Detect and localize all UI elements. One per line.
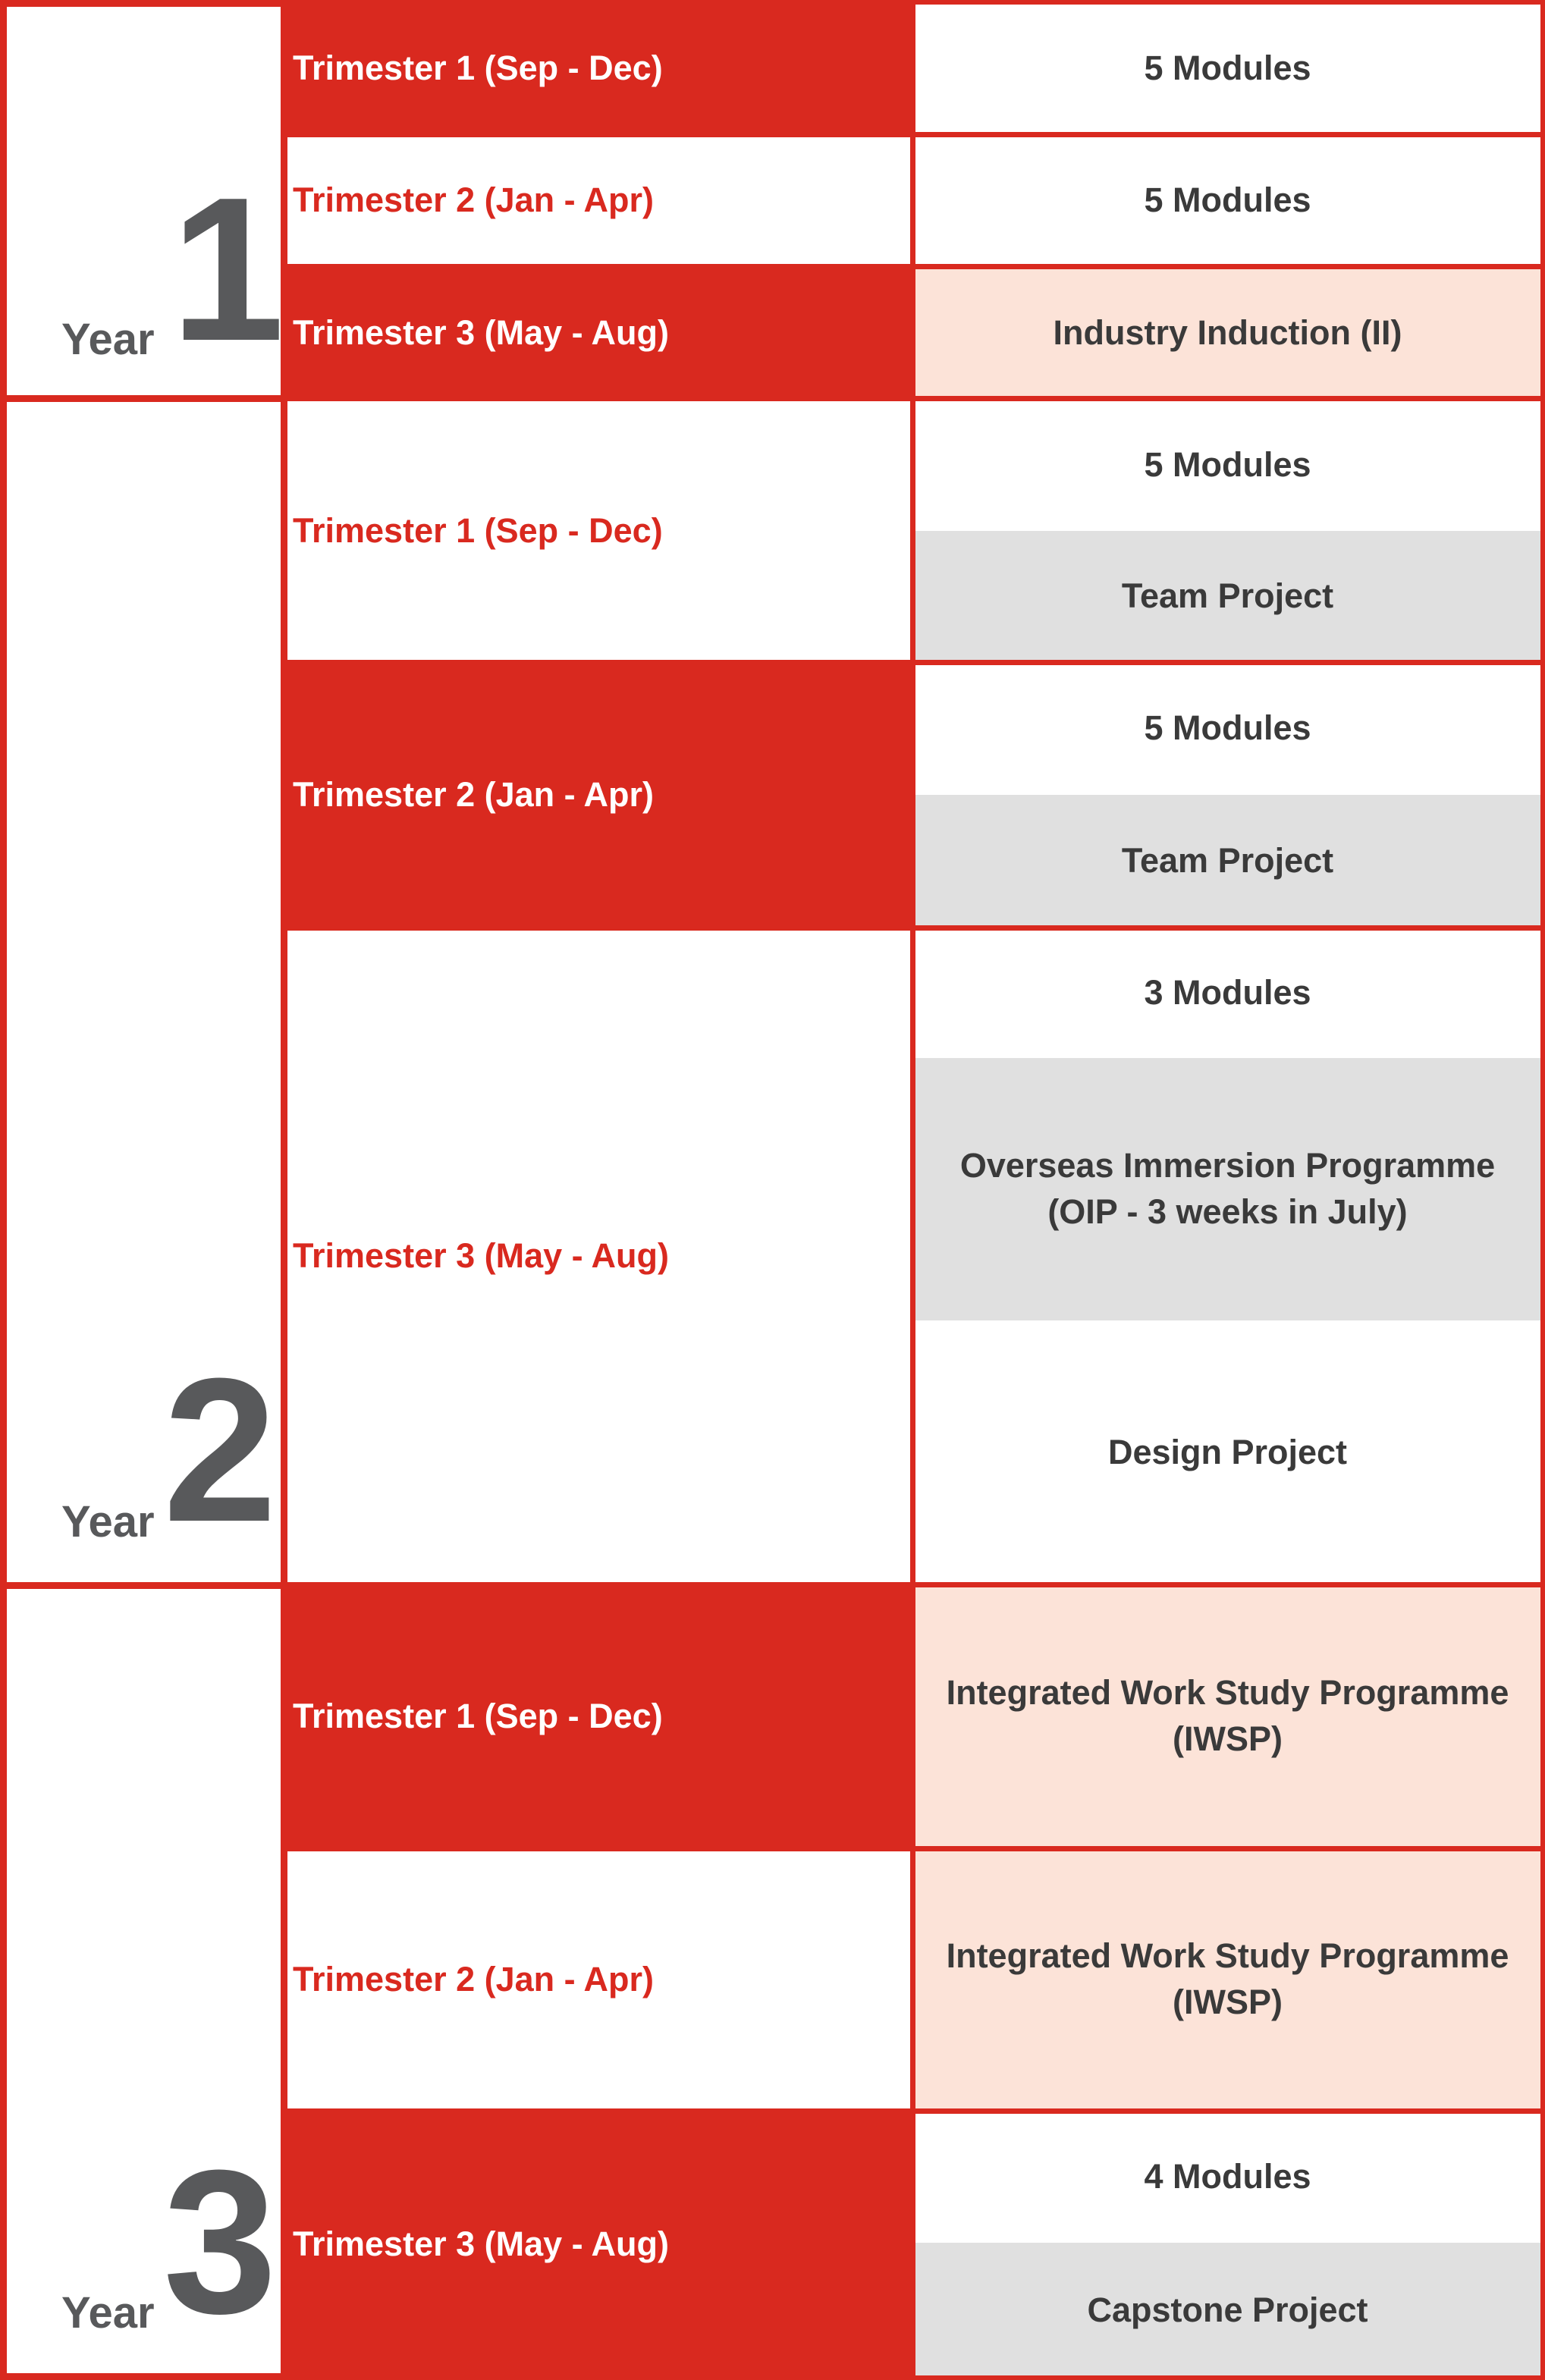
row-divider	[283, 660, 1545, 665]
year-3-t2-activity: Integrated Work Study Programme (IWSP)	[912, 1848, 1543, 2111]
row-divider	[283, 925, 1545, 931]
year-2-trimester-3: Trimester 3 (May - Aug)	[285, 928, 912, 1584]
year-2-trimester-1: Trimester 1 (Sep - Dec)	[285, 400, 912, 662]
year-3-trimester-1: Trimester 1 (Sep - Dec)	[285, 1584, 912, 1848]
year-2-t1-activity-1: 5 Modules	[912, 400, 1543, 531]
year-2-t3-activity-1: 3 Modules	[912, 928, 1543, 1058]
year-2-number: 2	[163, 1336, 273, 1565]
year-3-label: Year	[61, 2288, 155, 2338]
year-3-t3-activity-2: Capstone Project	[912, 2243, 1543, 2378]
year-3-trimester-3: Trimester 3 (May - Aug)	[285, 2111, 912, 2378]
row-divider	[283, 132, 1545, 137]
year-1-label: Year	[61, 315, 155, 364]
year-1-trimester-1: Trimester 1 (Sep - Dec)	[285, 2, 912, 134]
year-column-divider	[283, 0, 287, 2380]
row-divider	[283, 2108, 1545, 2114]
year-3-t1-activity: Integrated Work Study Programme (IWSP)	[912, 1584, 1543, 1848]
year-1-number: 1	[171, 155, 281, 384]
year-2-t1-activity-2: Team Project	[912, 531, 1543, 662]
year-3-trimester-2: Trimester 2 (Jan - Apr)	[285, 1848, 912, 2111]
year-1-t1-activity: 5 Modules	[912, 2, 1543, 134]
row-divider	[0, 396, 1545, 401]
year-2-t2-activity-2: Team Project	[912, 795, 1543, 928]
year-1-t2-activity: 5 Modules	[912, 134, 1543, 266]
year-2-t3-activity-2: Overseas Immersion Programme (OIP - 3 weeks in July)	[912, 1058, 1543, 1320]
row-divider	[0, 1582, 1545, 1587]
row-divider	[283, 264, 1545, 269]
year-3-number: 3	[163, 2128, 273, 2356]
year-1-trimester-2: Trimester 2 (Jan - Apr)	[285, 134, 912, 266]
year-2-trimester-2: Trimester 2 (Jan - Apr)	[285, 662, 912, 928]
year-3-t3-activity-1: 4 Modules	[912, 2111, 1543, 2243]
year-2-t2-activity-1: 5 Modules	[912, 662, 1543, 795]
column-divider	[910, 0, 915, 2380]
year-2-t3-activity-3: Design Project	[912, 1320, 1543, 1584]
year-2-label: Year	[61, 1497, 155, 1546]
row-divider	[283, 1846, 1545, 1851]
year-1-t3-activity: Industry Induction (II)	[912, 266, 1543, 400]
year-1-trimester-3: Trimester 3 (May - Aug)	[285, 266, 912, 400]
